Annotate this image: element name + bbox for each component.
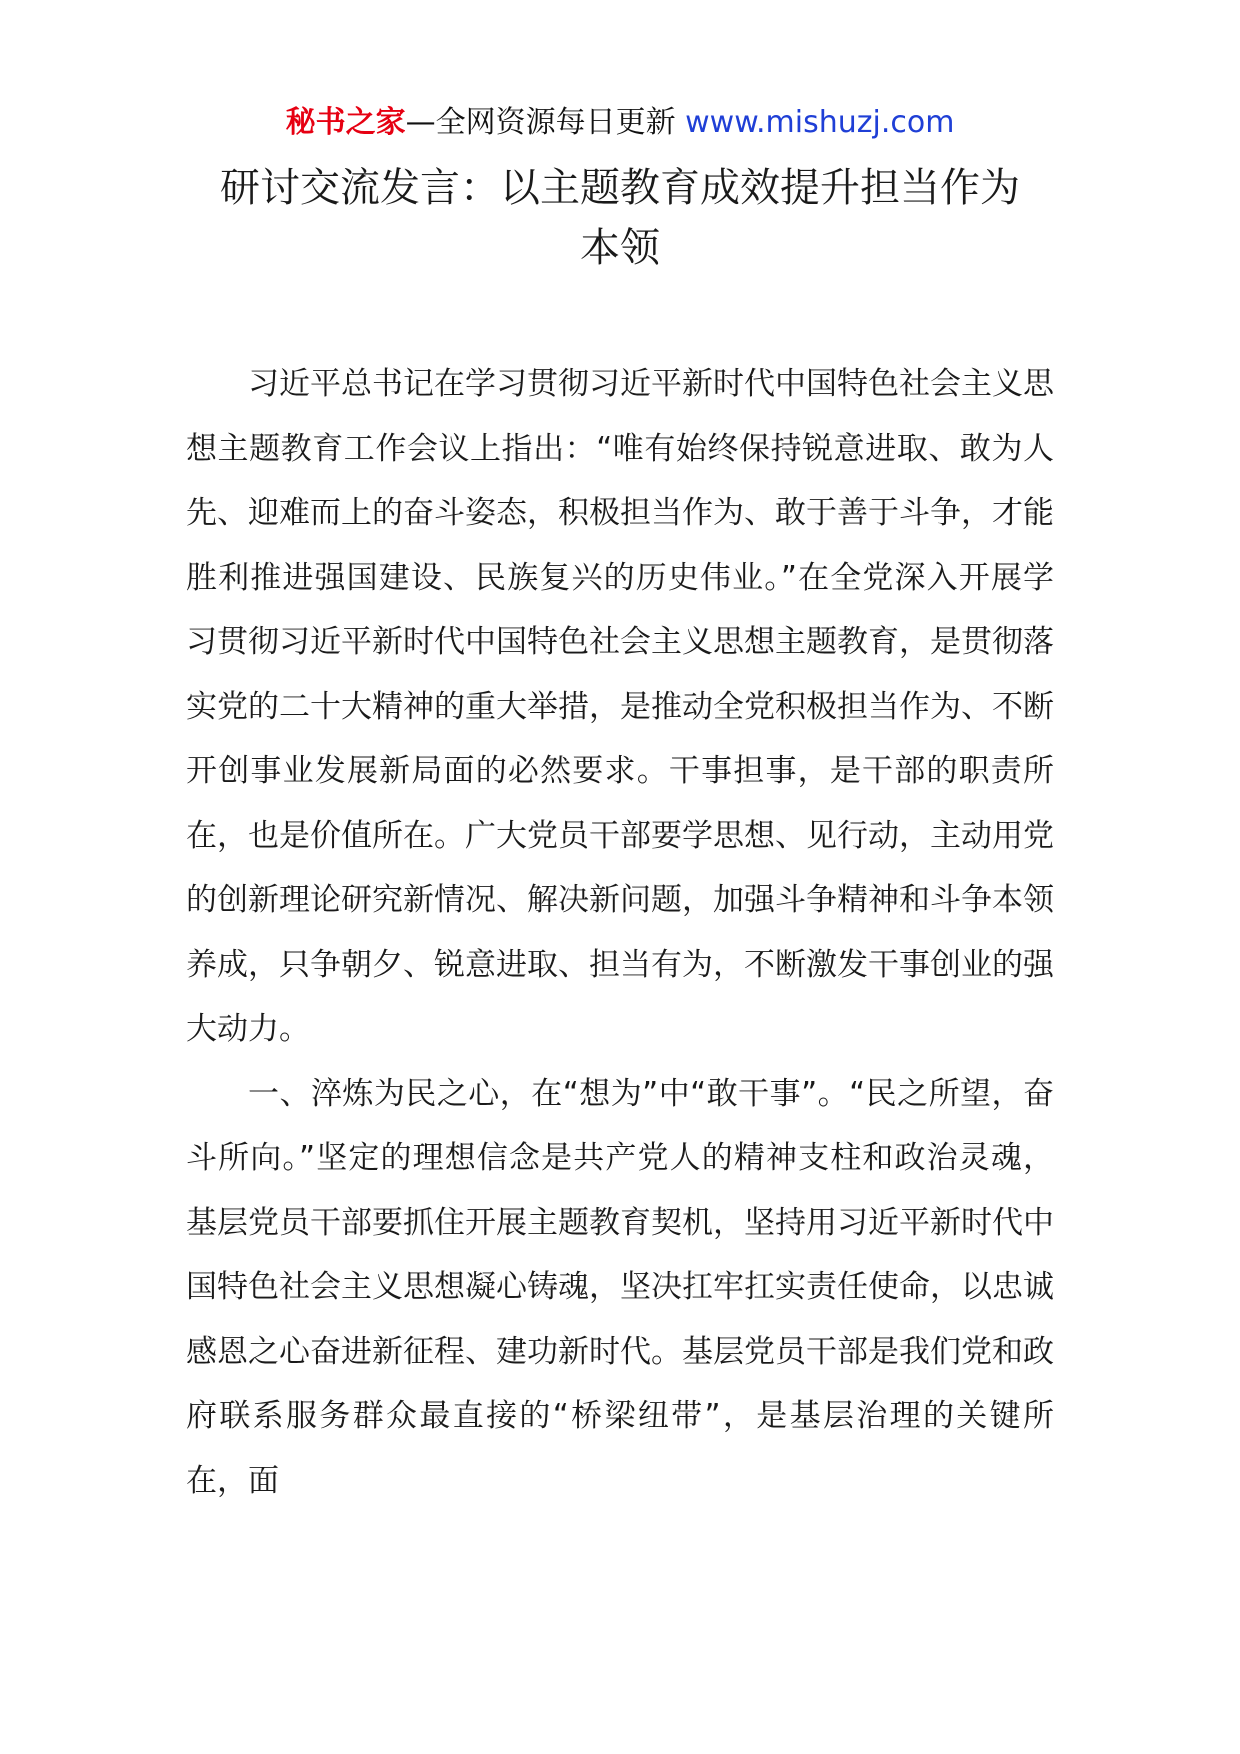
body-paragraph-2: 一、淬炼为民之心，在“想为”中“敢干事”。“民之所望，奋斗所向。”坚定的理想信念是共产党人的精神支柱和政治灵魂，基层党员干部要抓住开展主题教育契机，坚持用习近平新时代中国特色社会主义思想凝心铸魂，坚决扛牢扛实责任使命，以忠诚感恩之心奋进新征程、建功新时代。基层党员干部是我们党和政府联系服务群众最直接的“桥梁纽带”，是基层治理的关键所在，面 bbox=[186, 1075, 1054, 1499]
document-body bbox=[186, 352, 1054, 1513]
site-url-link[interactable]: www.mishuzj.com bbox=[685, 105, 955, 140]
document-title-line-2: 本领 bbox=[580, 225, 660, 271]
document-title-line-1: 研讨交流发言：以主题教育成效提升担当作为 bbox=[220, 165, 1020, 211]
document-title bbox=[150, 158, 1090, 278]
site-header bbox=[0, 100, 1240, 146]
body-paragraph-1: 习近平总书记在学习贯彻习近平新时代中国特色社会主义思想主题教育工作会议上指出：“唯有始终保持锐意进取、敢为人先、迎难而上的奋斗姿态，积极担当作为、敢于善于斗争，才能胜利推进强国建设、民族复兴的历史伟业。”在全党深入开展学习贯彻习近平新时代中国特色社会主义思想主题教育，是贯彻落实党的二十大精神的重大举措，是推动全党积极担当作为、不断开创事业发展新局面的必然要求。干事担事，是干部的职责所在，也是价值所在。广大党员干部要学思想、见行动，主动用党的创新理论研究新情况、解决新问题，加强斗争精神和斗争本领养成，只争朝夕、锐意进取、担当有为，不断激发干事创业的强大动力。 bbox=[186, 366, 1054, 1047]
brand-name: 秘书之家 bbox=[285, 105, 406, 140]
site-slogan: —全网资源每日更新 bbox=[405, 105, 676, 140]
